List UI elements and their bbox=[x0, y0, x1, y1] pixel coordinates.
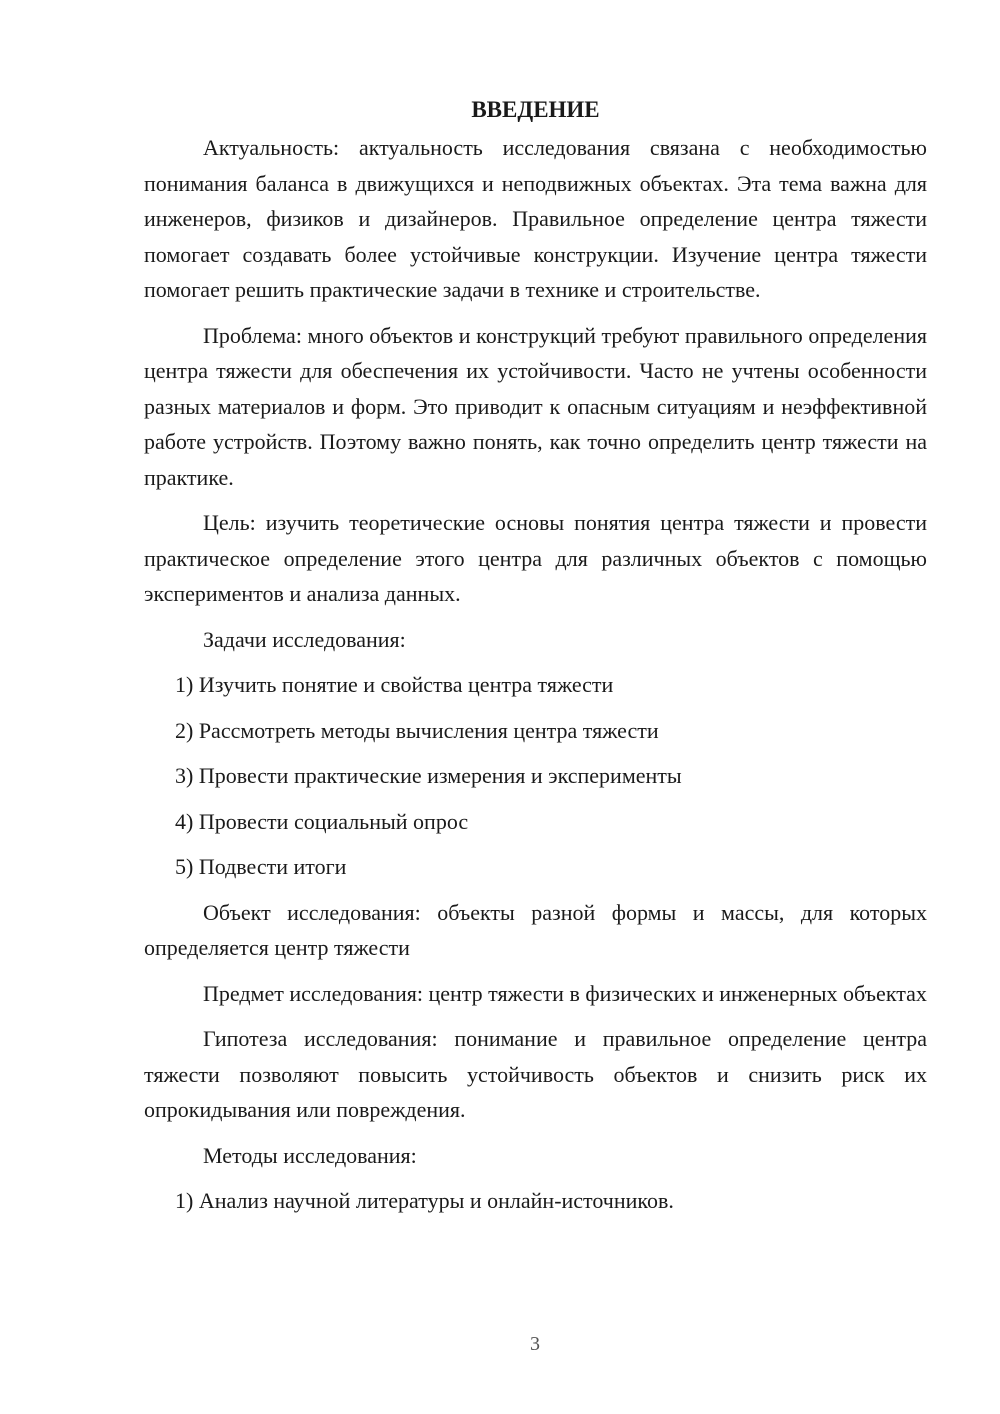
tasks-heading: Задачи исследования: bbox=[203, 626, 406, 652]
methods-list bbox=[144, 1183, 927, 1219]
subject-paragraph: Предмет исследования: центр тяжести в физических и инженерных объектах bbox=[203, 980, 927, 1006]
task-item: 1) Изучить понятие и свойства центра тяжести bbox=[175, 672, 614, 697]
tasks-list bbox=[144, 667, 927, 885]
relevance-paragraph: Актуальность: актуальность исследования связана с необходимостью понимания баланса в движущихся и неподвижных объектах. Эта тема важна для инженеров, физиков и дизайнеров. Правильное определение центра тяжести помогает создавать более устойчивые конструкции. Изучение центра тяжести помогает решить практические задачи в технике и строительстве. bbox=[144, 135, 927, 302]
methods-heading: Методы исследования: bbox=[203, 1142, 417, 1168]
page-number: 3 bbox=[530, 1333, 540, 1355]
hypothesis-paragraph: Гипотеза исследования: понимание и правильное определение центра тяжести позволяют повысить устойчивость объектов и снизить риск их опрокидывания или повреждения. bbox=[144, 1026, 927, 1122]
task-item: 5) Подвести итоги bbox=[175, 854, 347, 879]
task-item: 3) Провести практические измерения и эксперименты bbox=[175, 763, 682, 788]
page-content bbox=[144, 92, 927, 1229]
task-item: 2) Рассмотреть методы вычисления центра тяжести bbox=[175, 717, 659, 743]
problem-paragraph: Проблема: много объектов и конструкций требуют правильного определения центра тяжести для обеспечения их устойчивости. Часто не учтены особенности разных материалов и форм. Это приводит к опасным ситуациям и неэффективной работе устройств. Поэтому важно понять, как точно определить центр тяжести на практике. bbox=[144, 322, 927, 490]
page-title: ВВЕДЕНИЕ bbox=[471, 97, 600, 122]
method-item: 1) Анализ научной литературы и онлайн-источников. bbox=[175, 1188, 674, 1213]
goal-paragraph: Цель: изучить теоретические основы понятия центра тяжести и провести практическое определение этого центра для различных объектов с помощью экспериментов и анализа данных. bbox=[144, 510, 927, 606]
task-item: 4) Провести социальный опрос bbox=[175, 808, 469, 834]
object-paragraph: Объект исследования: объекты разной формы и массы, для которых определяется центр тяжести bbox=[144, 899, 927, 960]
